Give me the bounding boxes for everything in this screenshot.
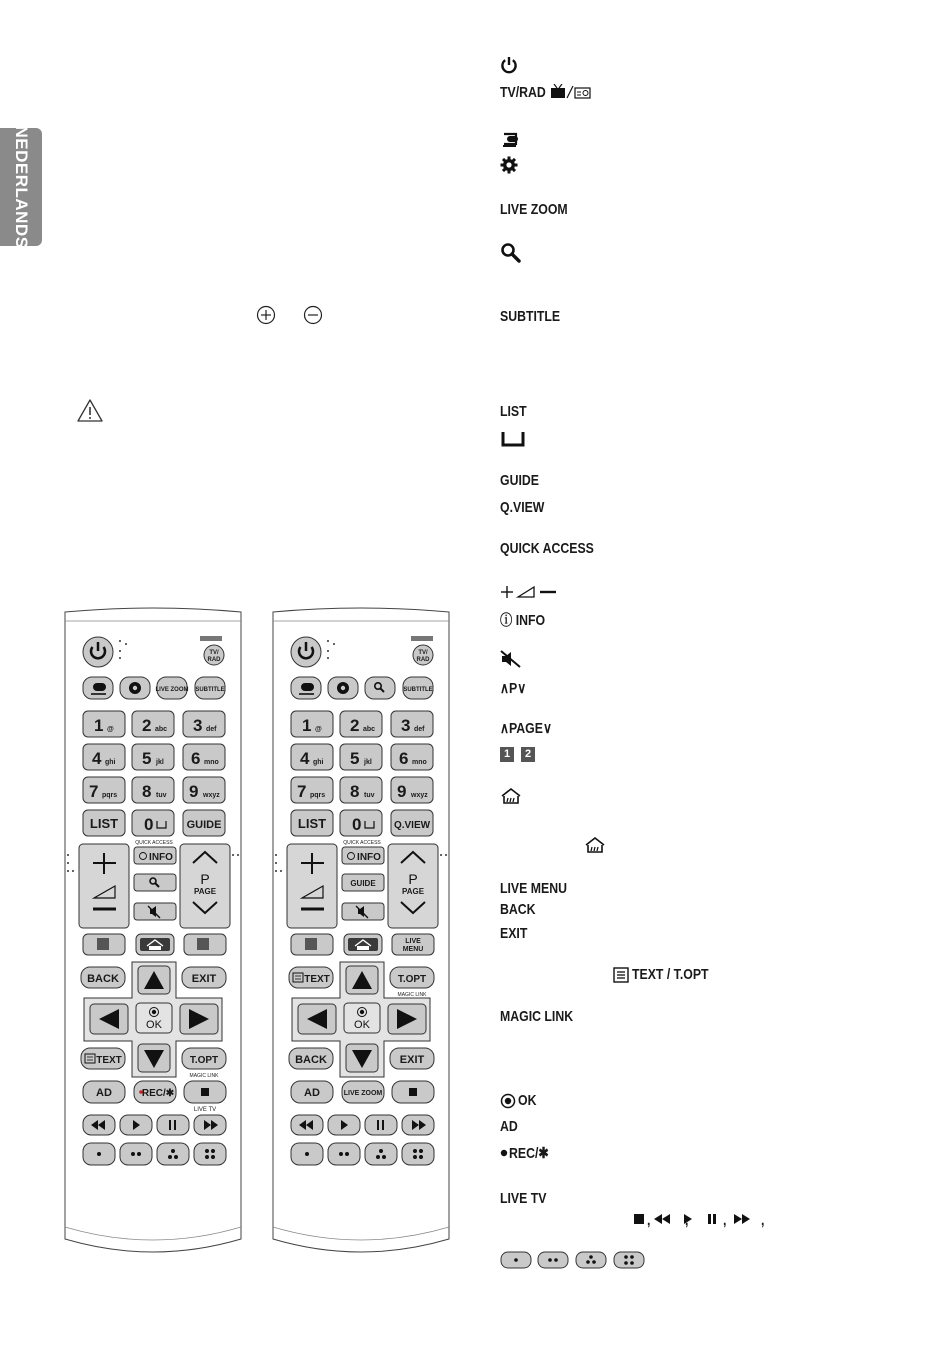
input-button[interactable] [83, 677, 113, 699]
svg-text:TEXT: TEXT [304, 974, 330, 985]
svg-text:PAGE: PAGE [401, 887, 425, 896]
svg-text:5: 5 [142, 749, 152, 768]
digit-key-7[interactable] [291, 777, 333, 803]
svg-text:5: 5 [350, 749, 360, 768]
subtitle-label: SUBTITLE [195, 687, 225, 693]
svg-text:AD: AD [96, 1087, 112, 1099]
topt-button[interactable] [390, 967, 434, 988]
digit-key-1[interactable] [83, 711, 125, 737]
settings-button[interactable] [328, 677, 358, 699]
qview-button[interactable] [391, 810, 433, 836]
digit-key-8[interactable] [132, 777, 174, 803]
quick-access-label: QUICK ACCESS [343, 840, 381, 846]
svg-text:SUBTITLE: SUBTITLE [403, 687, 433, 693]
legend-qview: Q.VIEW [500, 499, 545, 516]
svg-text:1: 1 [302, 716, 312, 735]
remote-control-a [64, 607, 242, 1257]
minus-circle-icon [303, 305, 323, 325]
volume-icon [500, 584, 558, 600]
svg-text:@: @ [315, 726, 322, 733]
digit-key-6[interactable] [183, 744, 225, 770]
info-button[interactable] [342, 847, 384, 864]
svg-text:GUIDE: GUIDE [186, 819, 222, 831]
svg-text:INFO: INFO [357, 852, 381, 863]
svg-text:INFO: INFO [149, 852, 173, 863]
ok-icon [500, 1093, 516, 1109]
color-dot-key-1[interactable] [291, 1143, 323, 1165]
live-zoom-button[interactable] [156, 677, 189, 699]
svg-text:0: 0 [144, 815, 154, 834]
svg-text:4: 4 [92, 749, 102, 768]
power-button[interactable] [291, 637, 321, 667]
svg-text:9: 9 [189, 782, 199, 801]
svg-text:EXIT: EXIT [191, 973, 217, 985]
pause-button[interactable] [365, 1115, 397, 1135]
language-tab-label: NEDERLANDS [12, 125, 31, 249]
svg-text:ghi: ghi [313, 759, 324, 766]
legend-live-menu: LIVE MENU [500, 880, 567, 897]
legend-rec: REC/✱ [509, 1145, 549, 1162]
list-button[interactable] [291, 810, 333, 836]
rec-button[interactable] [134, 1081, 176, 1103]
svg-text:jkl: jkl [156, 759, 164, 766]
page-key-2: 2 [521, 747, 535, 762]
legend-tv-rad [500, 84, 546, 101]
ok-button [136, 1003, 172, 1033]
digit-key-0[interactable] [132, 810, 174, 836]
svg-text:LIST: LIST [297, 816, 327, 831]
guide-button[interactable] [342, 874, 384, 891]
svg-text:P: P [408, 871, 418, 887]
legend-list: LIST [500, 403, 527, 420]
magic-link-label: MAGIC LINK [189, 1073, 219, 1079]
digit-key-8[interactable] [340, 777, 382, 803]
legend-ad: AD [500, 1118, 518, 1135]
svg-text:8: 8 [142, 782, 152, 801]
svg-text:EXIT: EXIT [399, 1054, 425, 1066]
quick-access-label: QUICK ACCESS [135, 840, 173, 846]
legend-text-topt: TEXT / T.OPT [632, 966, 709, 983]
legend-live-zoom: LIVE ZOOM [500, 201, 568, 218]
svg-text:4: 4 [300, 749, 310, 768]
program-page-rocker[interactable] [388, 844, 438, 928]
input-icon [500, 132, 520, 148]
digit-key-6[interactable] [391, 744, 433, 770]
stop-button[interactable] [184, 1081, 226, 1103]
magic-link-label: MAGIC LINK [397, 992, 427, 998]
home-button[interactable] [136, 934, 174, 955]
digit-key-9[interactable] [183, 777, 225, 803]
legend-subtitle: SUBTITLE [500, 308, 561, 325]
tv-radio-icon [550, 84, 592, 100]
svg-text:3: 3 [401, 716, 411, 735]
svg-text:MENU: MENU [402, 946, 424, 953]
digit-key-3[interactable] [391, 711, 433, 737]
plus-circle-icon [256, 305, 276, 325]
search-button[interactable] [365, 677, 395, 699]
digit-key-0[interactable] [340, 810, 382, 836]
svg-text:BACK: BACK [295, 1054, 327, 1066]
power-button[interactable] [83, 637, 113, 667]
live-zoom-label: LIVE ZOOM [155, 687, 189, 693]
color-dot-key-4[interactable] [402, 1143, 434, 1165]
tv-rad-label-top: TV/ [209, 650, 219, 656]
play-button[interactable] [328, 1115, 360, 1135]
tv-rad-button[interactable] [411, 636, 433, 665]
svg-text:0: 0 [352, 815, 362, 834]
svg-text:@: @ [107, 726, 114, 733]
settings-button[interactable] [120, 677, 150, 699]
remote-control-b [272, 607, 450, 1257]
svg-text:1: 1 [94, 716, 104, 735]
svg-text:RAD: RAD [416, 657, 430, 663]
back-button[interactable] [81, 967, 125, 988]
svg-text:9: 9 [397, 782, 407, 801]
svg-text:abc: abc [155, 726, 168, 733]
svg-text:BACK: BACK [87, 973, 119, 985]
svg-text:wxyz: wxyz [411, 792, 428, 799]
color-dot-key-1[interactable] [83, 1143, 115, 1165]
rewind-button[interactable] [83, 1115, 115, 1135]
digit-key-4[interactable] [291, 744, 333, 770]
legend-magic-link: MAGIC LINK [500, 1008, 574, 1025]
pause-button[interactable] [157, 1115, 189, 1135]
space-icon [501, 431, 525, 447]
home-icon-inline [584, 836, 606, 854]
svg-text:mno: mno [412, 759, 427, 766]
digit-key-3[interactable] [183, 711, 225, 737]
mute-button[interactable] [134, 903, 176, 920]
topt-button[interactable] [182, 1048, 226, 1069]
list-button[interactable] [83, 810, 125, 836]
text-button[interactable] [289, 967, 333, 988]
volume-rocker[interactable] [287, 844, 337, 928]
digit-key-5[interactable] [340, 744, 382, 770]
text-button[interactable] [81, 1048, 125, 1069]
tv-rad-label-bottom: RAD [207, 657, 221, 663]
legend-quick-access: QUICK ACCESS [500, 540, 594, 557]
svg-text:OK: OK [354, 1019, 370, 1031]
rewind-button[interactable] [291, 1115, 323, 1135]
play-button[interactable] [120, 1115, 152, 1135]
color-dot-key-2[interactable] [328, 1143, 360, 1165]
legend-tv-rad-label: TV/RAD [500, 84, 546, 101]
svg-text:T.OPT: T.OPT [397, 974, 427, 985]
info-button[interactable] [134, 847, 176, 864]
svg-text:TV/: TV/ [418, 650, 428, 656]
warning-icon [76, 398, 104, 423]
svg-text:LIVE: LIVE [405, 938, 421, 945]
gear-icon [500, 156, 518, 174]
stop-icon [634, 1214, 644, 1224]
svg-text:def: def [414, 726, 425, 733]
svg-text:TEXT: TEXT [96, 1055, 122, 1066]
playback-commas: , , , , [647, 1212, 780, 1229]
power-icon [500, 56, 518, 74]
color-dot-key-2[interactable] [120, 1143, 152, 1165]
color-dot-key-4[interactable] [194, 1143, 226, 1165]
rec-dot-icon [500, 1149, 508, 1157]
svg-text:2: 2 [350, 716, 360, 735]
legend-guide: GUIDE [500, 472, 539, 489]
svg-text:6: 6 [399, 749, 409, 768]
color-key-left[interactable] [291, 934, 333, 955]
home-button[interactable] [344, 934, 382, 955]
fast-forward-button[interactable] [402, 1115, 434, 1135]
svg-text:pqrs: pqrs [310, 792, 326, 799]
home-icon [500, 787, 522, 805]
digit-key-2[interactable] [340, 711, 382, 737]
exit-button[interactable] [390, 1048, 434, 1069]
subtitle-button[interactable] [195, 677, 225, 699]
svg-text:AD: AD [304, 1087, 320, 1099]
fast-forward-button[interactable] [194, 1115, 226, 1135]
color-dot-key-3[interactable] [365, 1143, 397, 1165]
subtitle-button[interactable] [403, 677, 433, 699]
search-button[interactable] [134, 874, 176, 891]
language-tab [0, 125, 42, 249]
ad-button[interactable] [83, 1081, 125, 1103]
ad-button[interactable] [291, 1081, 333, 1103]
live-zoom-button[interactable] [342, 1081, 384, 1103]
svg-text:6: 6 [191, 749, 201, 768]
stop-button[interactable] [392, 1081, 434, 1103]
svg-text:mno: mno [204, 759, 219, 766]
live-tv-label: LIVE TV [193, 1107, 217, 1113]
svg-text:7: 7 [297, 782, 307, 801]
text-icon [613, 967, 629, 983]
svg-text:wxyz: wxyz [203, 792, 220, 799]
mute-button[interactable] [342, 903, 384, 920]
svg-text:tuv: tuv [156, 792, 167, 799]
exit-button[interactable] [182, 967, 226, 988]
digit-key-4[interactable] [83, 744, 125, 770]
legend-info: ⓘ INFO [500, 612, 546, 629]
svg-text:pqrs: pqrs [102, 792, 118, 799]
legend-ok: OK [518, 1092, 537, 1109]
svg-text:2: 2 [142, 716, 152, 735]
svg-text:Q.VIEW: Q.VIEW [393, 820, 431, 831]
svg-text:GUIDE: GUIDE [350, 879, 376, 888]
color-key-left[interactable] [83, 934, 125, 955]
color-keys-icons [500, 1251, 646, 1269]
program-page-rocker[interactable] [180, 844, 230, 928]
live-menu-button[interactable] [392, 934, 434, 955]
svg-text:tuv: tuv [364, 792, 375, 799]
legend-program: ∧P∨ [500, 680, 527, 697]
back-button[interactable] [289, 1048, 333, 1069]
svg-text:OK: OK [146, 1019, 162, 1031]
input-button[interactable] [291, 677, 321, 699]
volume-rocker[interactable] [79, 844, 129, 928]
svg-text:def: def [206, 726, 217, 733]
page-key-1: 1 [500, 747, 514, 762]
svg-text:PAGE: PAGE [193, 887, 217, 896]
svg-text:T.OPT: T.OPT [189, 1055, 219, 1066]
legend-exit: EXIT [500, 925, 528, 942]
digit-key-5[interactable] [132, 744, 174, 770]
guide-button[interactable] [183, 810, 225, 836]
svg-text:7: 7 [89, 782, 99, 801]
svg-text:8: 8 [350, 782, 360, 801]
legend-live-tv: LIVE TV [500, 1190, 547, 1207]
legend-page: ∧PAGE∨ [500, 720, 552, 737]
svg-text:LIST: LIST [89, 816, 119, 831]
svg-text:LIVE ZOOM: LIVE ZOOM [343, 1090, 383, 1097]
color-dot-key-3[interactable] [157, 1143, 189, 1165]
svg-text:abc: abc [363, 726, 376, 733]
mute-icon [500, 650, 522, 668]
svg-text:REC/✱: REC/✱ [141, 1088, 175, 1099]
svg-text:3: 3 [193, 716, 203, 735]
svg-text:P: P [200, 871, 210, 887]
search-icon [500, 242, 522, 264]
color-key-right[interactable] [184, 934, 226, 955]
digit-key-1[interactable] [291, 711, 333, 737]
digit-key-9[interactable] [391, 777, 433, 803]
svg-text:jkl: jkl [364, 759, 372, 766]
digit-key-2[interactable] [132, 711, 174, 737]
digit-key-7[interactable] [83, 777, 125, 803]
legend-back: BACK [500, 901, 536, 918]
svg-text:ghi: ghi [105, 759, 116, 766]
